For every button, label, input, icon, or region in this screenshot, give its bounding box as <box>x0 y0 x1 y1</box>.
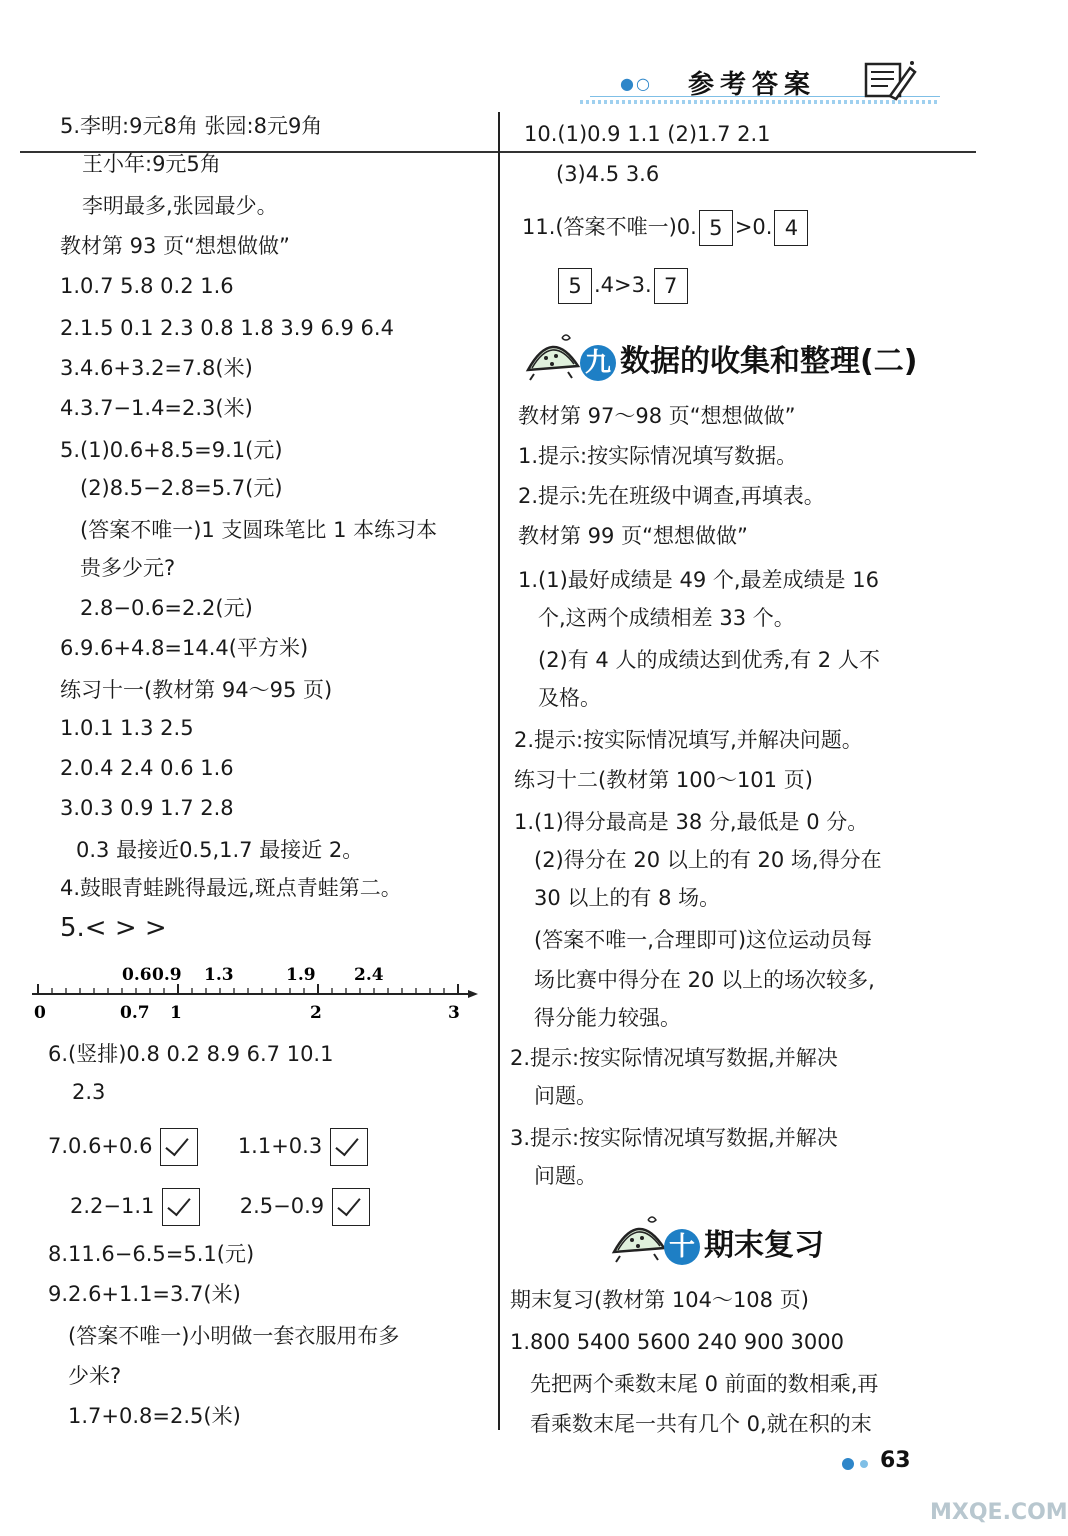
left-line-10: (2)8.5−2.8=5.7(元) <box>80 476 283 500</box>
nl-top-1.9: 1.9 <box>286 965 316 985</box>
chapter-9-heading <box>580 336 917 381</box>
left-line-6: 2.1.5 0.1 2.3 0.8 1.8 3.9 6.9 6.4 <box>60 316 394 340</box>
left-line-3: 李明最多,张园最少。 <box>82 194 278 218</box>
chapter-9-title: 数据的收集和整理(二) <box>620 344 918 379</box>
left-line-4: 教材第 93 页“想想做做” <box>60 234 290 258</box>
q11-mid: >0. <box>734 215 773 239</box>
left-line-20: 4.鼓眼青蛙跳得最远,斑点青蛙第二。 <box>60 876 402 900</box>
left-line-11: (答案不唯一)1 支圆珠笔比 1 本练习本 <box>80 518 438 542</box>
check-box-icon <box>160 1128 198 1166</box>
left-line-7: 3.4.6+3.2=7.8(米) <box>60 356 253 380</box>
c9-line-5: 1.(1)最好成绩是 49 个,最差成绩是 16 <box>518 568 879 592</box>
nl-top-1.3: 1.3 <box>204 965 234 985</box>
nl-top-2.4: 2.4 <box>354 965 384 985</box>
nl-bot-2: 2 <box>310 1003 322 1023</box>
answer-box: 4 <box>774 210 808 246</box>
c10-line-1: 期末复习(教材第 104～108 页) <box>510 1288 809 1312</box>
left-q9: 9.2.6+1.1=3.7(米) <box>48 1282 241 1306</box>
watermark: MXQE.COM <box>930 1500 1068 1525</box>
right-q11-row2 <box>556 268 690 304</box>
watermelon-mascot-icon <box>522 330 586 382</box>
left-line-19: 0.3 最接近0.5,1.7 最接近 2。 <box>76 838 364 862</box>
c9-line-2: 1.提示:按实际情况填写数据。 <box>518 444 798 468</box>
c9-line-14: (答案不唯一,合理即可)这位运动员每 <box>534 928 873 952</box>
c9-line-4: 教材第 99 页“想想做做” <box>518 524 748 548</box>
chapter-10-number: 十 <box>664 1229 700 1265</box>
c10-line-3: 先把两个乘数末尾 0 前面的数相乘,再 <box>530 1372 879 1396</box>
nl-bot-1: 1 <box>170 1003 182 1023</box>
c9-line-15: 场比赛中得分在 20 以上的场次较多, <box>534 968 875 992</box>
left-q7-row2 <box>70 1188 370 1226</box>
chapter-9-number: 九 <box>580 345 616 381</box>
left-q8: 8.11.6−6.5=5.1(元) <box>48 1242 255 1266</box>
q7a1-text: 7.0.6+0.6 <box>48 1134 153 1158</box>
answer-box: 7 <box>654 268 688 304</box>
nl-bot-0: 0 <box>34 1003 46 1023</box>
c9-line-18: 问题。 <box>534 1084 597 1108</box>
pencil-notebook-icon <box>860 58 918 102</box>
left-line-13: 2.8−0.6=2.2(元) <box>80 596 253 620</box>
left-q9c: 少米? <box>68 1364 122 1388</box>
c9-line-13: 30 以上的有 8 场。 <box>534 886 721 910</box>
left-line-15: 练习十一(教材第 94～95 页) <box>60 678 333 702</box>
q7b2-text: 2.5−0.9 <box>239 1194 325 1218</box>
c9-line-12: (2)得分在 20 以上的有 20 场,得分在 <box>534 848 882 872</box>
c9-line-20: 问题。 <box>534 1164 597 1188</box>
c10-line-4: 看乘数末尾一共有几个 0,就在积的末 <box>530 1412 872 1436</box>
left-line-21: 5.< > > <box>60 913 167 943</box>
header-dots-icon: ●○ <box>620 74 652 93</box>
c9-line-3: 2.提示:先在班级中调查,再填表。 <box>518 484 825 508</box>
q7a2-text: 1.1+0.3 <box>237 1134 323 1158</box>
nl-top-0.9: 0.9 <box>152 965 182 985</box>
left-line-1: 5.李明:9元8角 张园:8元9角 <box>60 114 323 138</box>
c10-line-2: 1.800 5400 5600 240 900 3000 <box>510 1330 844 1354</box>
q11-pre: 11.(答案不唯一)0. <box>522 215 697 239</box>
watermelon-mascot-icon <box>608 1212 672 1264</box>
chapter-10-heading <box>664 1220 824 1265</box>
check-box-icon <box>330 1128 368 1166</box>
c9-line-6: 个,这两个成绩相差 33 个。 <box>538 606 795 630</box>
left-line-9: 5.(1)0.6+8.5=9.1(元) <box>60 438 283 462</box>
left-line-5: 1.0.7 5.8 0.2 1.6 <box>60 274 234 298</box>
c9-line-7: (2)有 4 人的成绩达到优秀,有 2 人不 <box>538 648 880 672</box>
left-line-2: 王小年:9元5角 <box>82 152 221 176</box>
header-title: 参考答案 <box>688 70 817 100</box>
answer-box: 5 <box>699 210 733 246</box>
c9-line-1: 教材第 97～98 页“想想做做” <box>518 404 796 428</box>
left-line-12: 贵多少元? <box>80 556 176 580</box>
check-box-icon <box>162 1188 200 1226</box>
check-box-icon <box>332 1188 370 1226</box>
page-header <box>560 60 940 110</box>
left-line-8: 4.3.7−1.4=2.3(米) <box>60 396 253 420</box>
left-q6a: 6.(竖排)0.8 0.2 8.9 6.7 10.1 <box>48 1042 334 1066</box>
number-line-ticks <box>38 984 458 994</box>
q11b-mid: .4>3. <box>594 273 652 297</box>
q7b1-text: 2.2−1.1 <box>70 1194 155 1218</box>
left-q9d: 1.7+0.8=2.5(米) <box>68 1404 241 1428</box>
left-line-18: 3.0.3 0.9 1.7 2.8 <box>60 796 234 820</box>
right-q11-row1 <box>522 210 810 246</box>
chapter-10-title: 期末复习 <box>704 1228 824 1263</box>
footer-dots-icon <box>838 1452 882 1476</box>
left-q6b: 2.3 <box>72 1080 106 1104</box>
c9-line-11: 1.(1)得分最高是 38 分,最低是 0 分。 <box>514 810 869 834</box>
left-line-16: 1.0.1 1.3 2.5 <box>60 716 194 740</box>
page-number: 63 <box>880 1448 911 1473</box>
nl-top-0.6: 0.6 <box>122 965 152 985</box>
number-line <box>28 960 478 1030</box>
left-line-14: 6.9.6+4.8=14.4(平方米) <box>60 636 309 660</box>
nl-bot-0.7: 0.7 <box>120 1003 150 1023</box>
right-q10b: (3)4.5 3.6 <box>556 162 660 186</box>
answer-box: 5 <box>558 268 592 304</box>
c9-line-16: 得分能力较强。 <box>534 1006 681 1030</box>
c9-line-9: 2.提示:按实际情况填写,并解决问题。 <box>514 728 863 752</box>
left-q9b: (答案不唯一)小明做一套衣服用布多 <box>68 1324 400 1348</box>
left-q7-row1 <box>48 1128 368 1166</box>
right-q10a: 10.(1)0.9 1.1 (2)1.7 2.1 <box>524 122 771 146</box>
c9-line-10: 练习十二(教材第 100～101 页) <box>514 768 813 792</box>
column-divider <box>498 112 500 1430</box>
nl-bot-3: 3 <box>448 1003 460 1023</box>
c9-line-17: 2.提示:按实际情况填写数据,并解决 <box>510 1046 838 1070</box>
c9-line-19: 3.提示:按实际情况填写数据,并解决 <box>510 1126 838 1150</box>
left-line-17: 2.0.4 2.4 0.6 1.6 <box>60 756 234 780</box>
c9-line-8: 及格。 <box>538 686 601 710</box>
